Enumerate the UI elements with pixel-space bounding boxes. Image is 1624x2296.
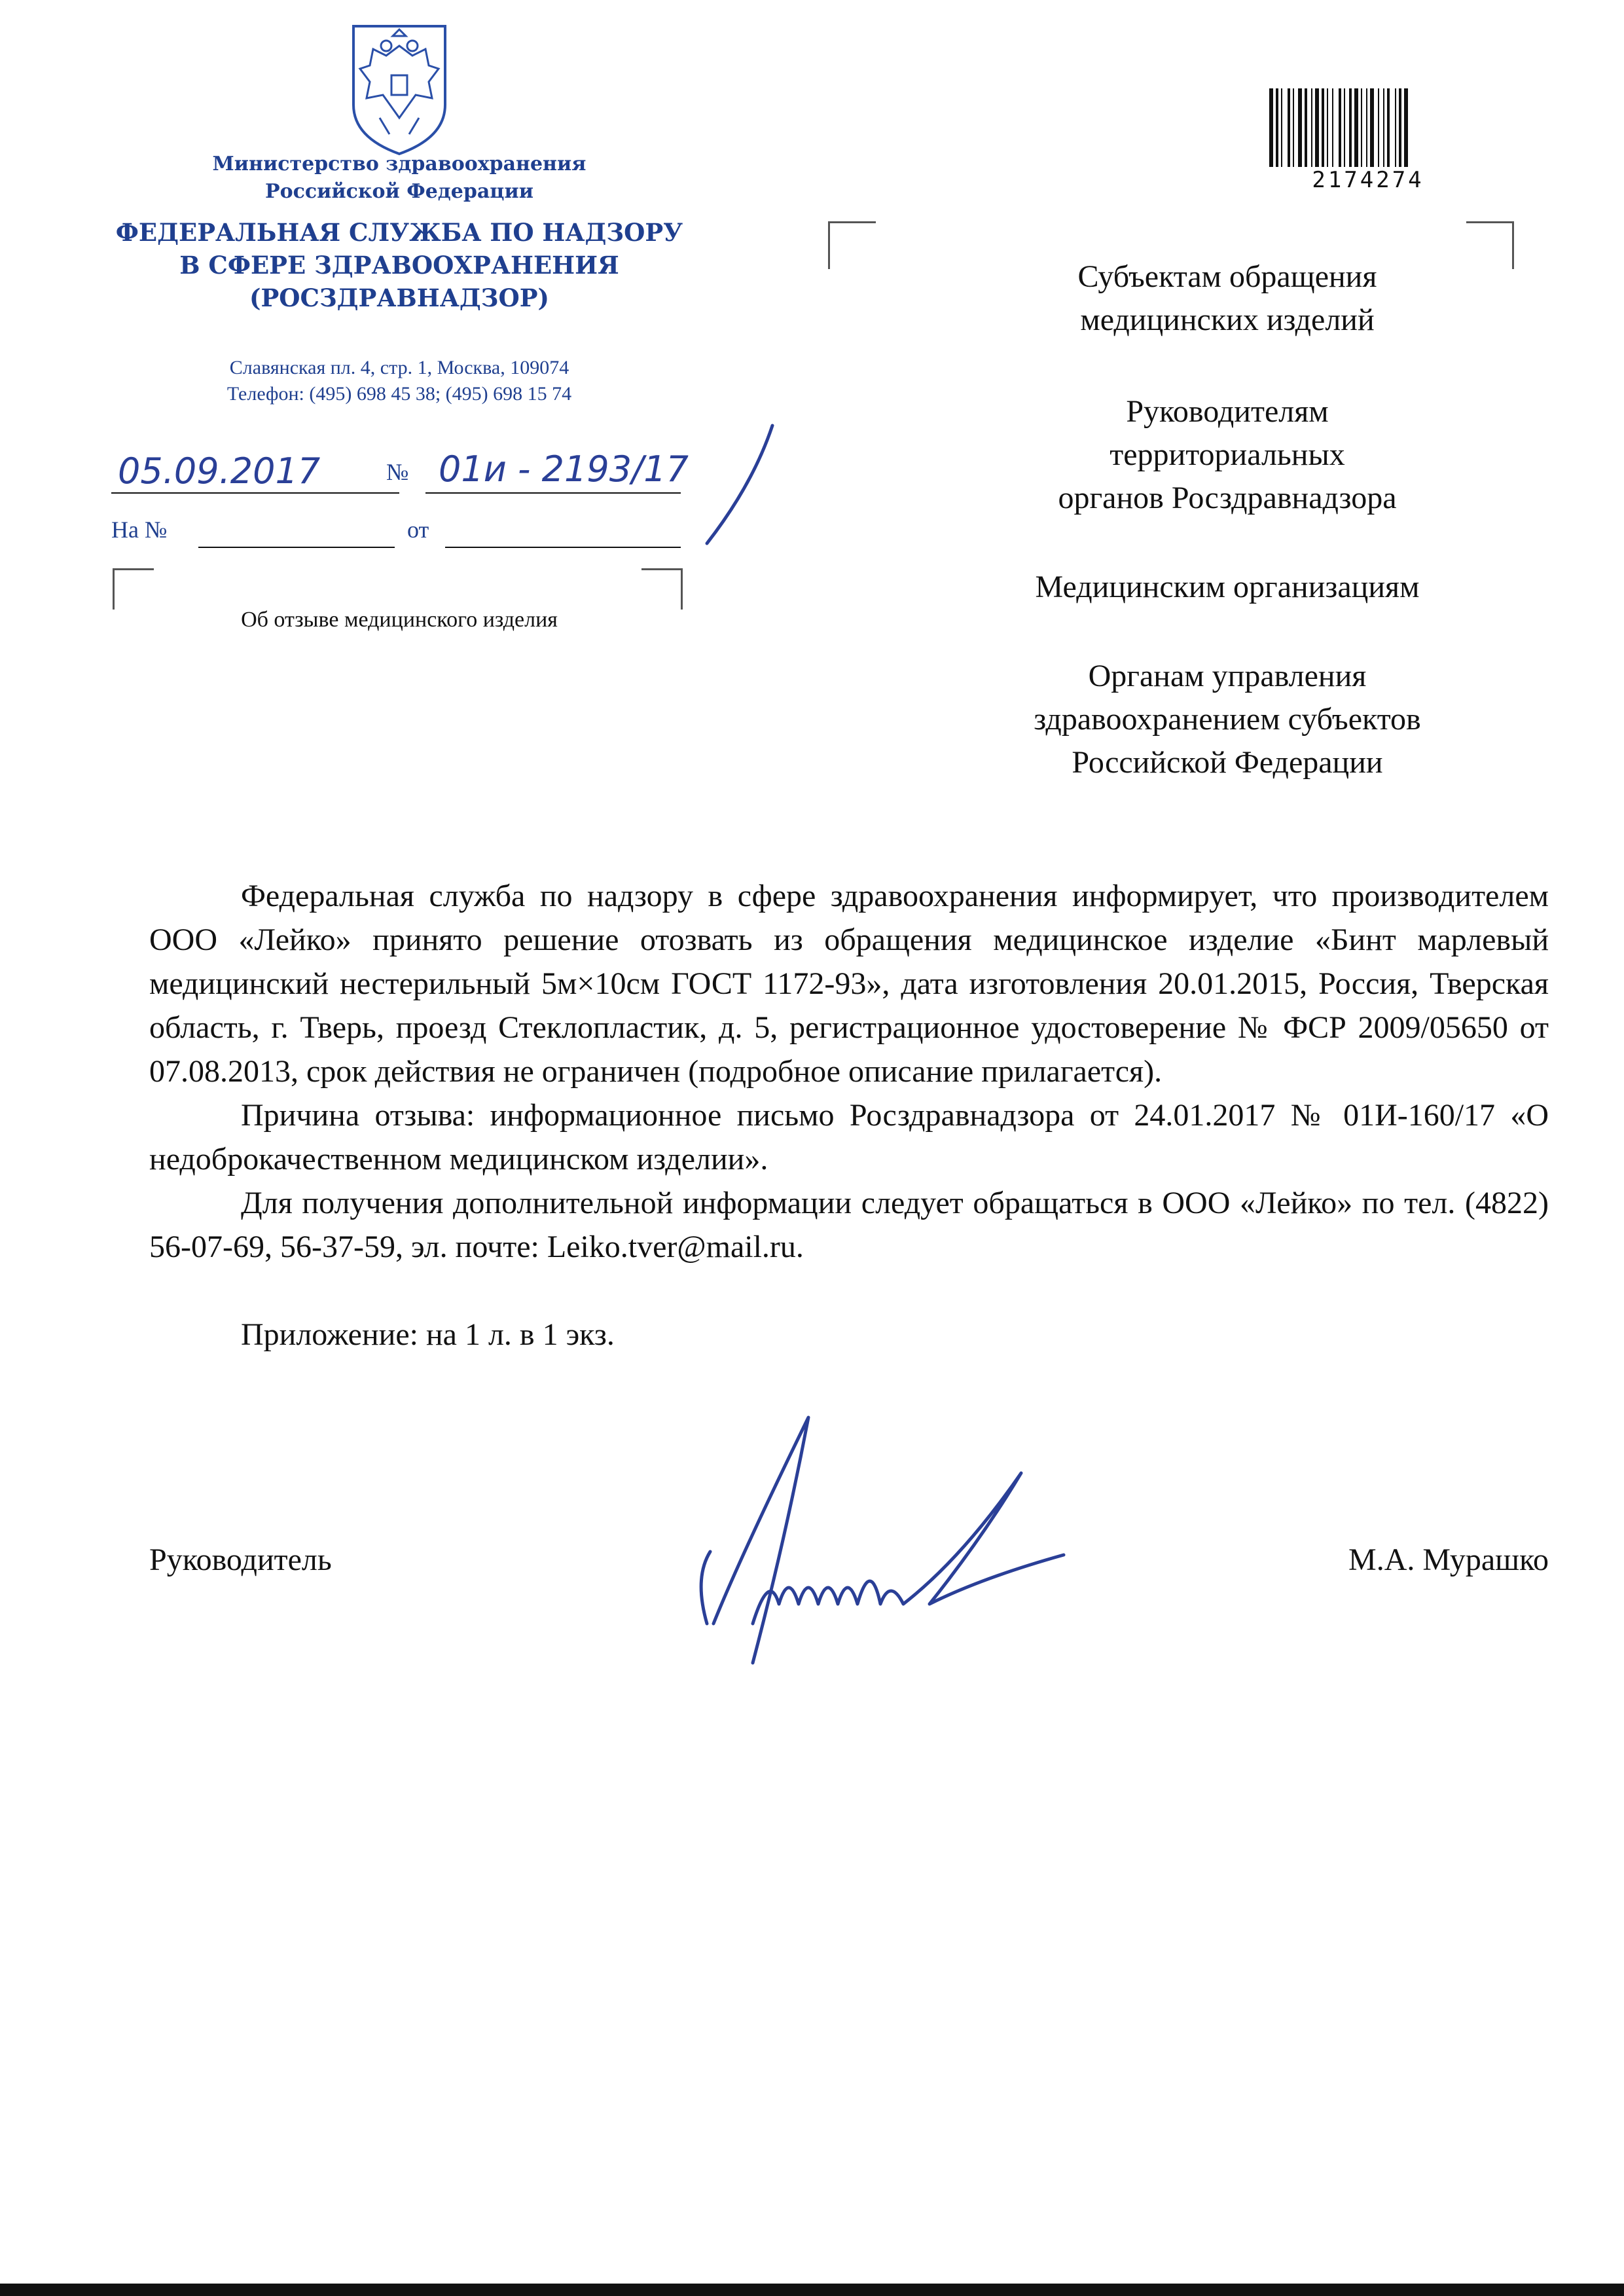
- registration-date: 05.09.2017: [118, 450, 321, 492]
- service-line-3: (РОСЗДРАВНАДЗОР): [249, 283, 550, 312]
- addressee-3-line-1: Медицинским организациям: [1035, 570, 1420, 604]
- addressee-2-line-3: органов Росздравнадзора: [1058, 481, 1397, 515]
- attachment-note: Приложение: на 1 л. в 1 экз.: [241, 1317, 615, 1352]
- paragraph-2: Причина отзыва: информационное письмо Росздравнадзора от 24.01.2017 № 01И-160/17 «О недоброкачественном медицинском изделии».: [149, 1098, 1549, 1176]
- addressee-2-line-2: территориальных: [1110, 437, 1345, 472]
- addressee-2-line-1: Руководителям: [1126, 394, 1329, 429]
- addressee-4-line-3: Российской Федерации: [1072, 745, 1383, 780]
- addressee-block: [916, 390, 1538, 520]
- addressee-block: [916, 566, 1538, 609]
- addressee-block: [916, 255, 1538, 342]
- addressee-block: [916, 655, 1538, 784]
- barcode-number: 2174274: [1312, 167, 1424, 193]
- address-corner-left: [828, 221, 876, 269]
- number-slash-mark: [694, 419, 799, 550]
- subject-line: Об отзыве медицинского изделия: [241, 608, 558, 632]
- number-sign: №: [386, 459, 409, 485]
- paragraph-1: Федеральная служба по надзору в сфере здравоохранения информирует, что производителем ООО «Лейко» принято решение отозвать из обращения медицинское изделие «Бинт марлевый медицинский нестерильный 5м×10см ГОСТ 1172-93», дата изготовления 20.01.2015, Россия, Тверская область, г. Тверь, проезд Стеклопластик, д. 5, регистрационное удостоверение № ФСР 2009/05650 от 07.08.2013, срок действия не ограничен (подробное описание прилагается).: [149, 879, 1549, 1089]
- number-underline: [425, 492, 681, 494]
- ministry-line-1: Министерство здравоохранения: [212, 153, 586, 175]
- service-line-1: ФЕДЕРАЛЬНАЯ СЛУЖБА ПО НАДЗОРУ: [115, 218, 683, 247]
- reply-number-label: На №: [111, 517, 168, 543]
- reply-from-underline: [445, 547, 681, 548]
- subject-corner-right: [641, 568, 683, 610]
- subject-corner-left: [113, 568, 154, 610]
- signature-icon: [655, 1408, 1126, 1669]
- date-underline: [111, 492, 399, 494]
- signatory-name: М.А. Мурашко: [1348, 1542, 1549, 1577]
- service-line-2: В СФЕРЕ ЗДРАВООХРАНЕНИЯ: [179, 251, 619, 280]
- paragraph-3: Для получения дополнительной информации следует обращаться в ООО «Лейко» по тел. (4822) 56-07-69, 56-37-59, эл. почте: Leiko.tver@mail.ru.: [149, 1186, 1549, 1264]
- scan-edge: [0, 2284, 1624, 2296]
- addressee-1-line-2: медицинских изделий: [1080, 302, 1375, 337]
- coat-of-arms-icon: [340, 20, 458, 157]
- body: [149, 874, 1549, 1357]
- ministry-name: [131, 151, 668, 206]
- registration-number: 01и - 2193/17: [439, 448, 689, 490]
- address-line-1: Славянская пл. 4, стр. 1, Москва, 109074: [229, 357, 569, 378]
- reply-from-label: от: [407, 517, 429, 543]
- address-line-2: Телефон: (495) 698 45 38; (495) 698 15 74: [226, 383, 572, 405]
- service-address: [131, 355, 668, 407]
- barcode: [1267, 88, 1470, 167]
- addressee-4-line-2: здравоохранением субъектов: [1034, 702, 1421, 737]
- addressee-4-line-1: Органам управления: [1088, 659, 1367, 693]
- addressee-1-line-1: Субъектам обращения: [1077, 259, 1377, 294]
- ministry-line-2: Российской Федерации: [265, 180, 533, 203]
- reply-number-underline: [198, 547, 395, 548]
- service-name: [85, 216, 713, 314]
- signatory-position: Руководитель: [149, 1542, 332, 1577]
